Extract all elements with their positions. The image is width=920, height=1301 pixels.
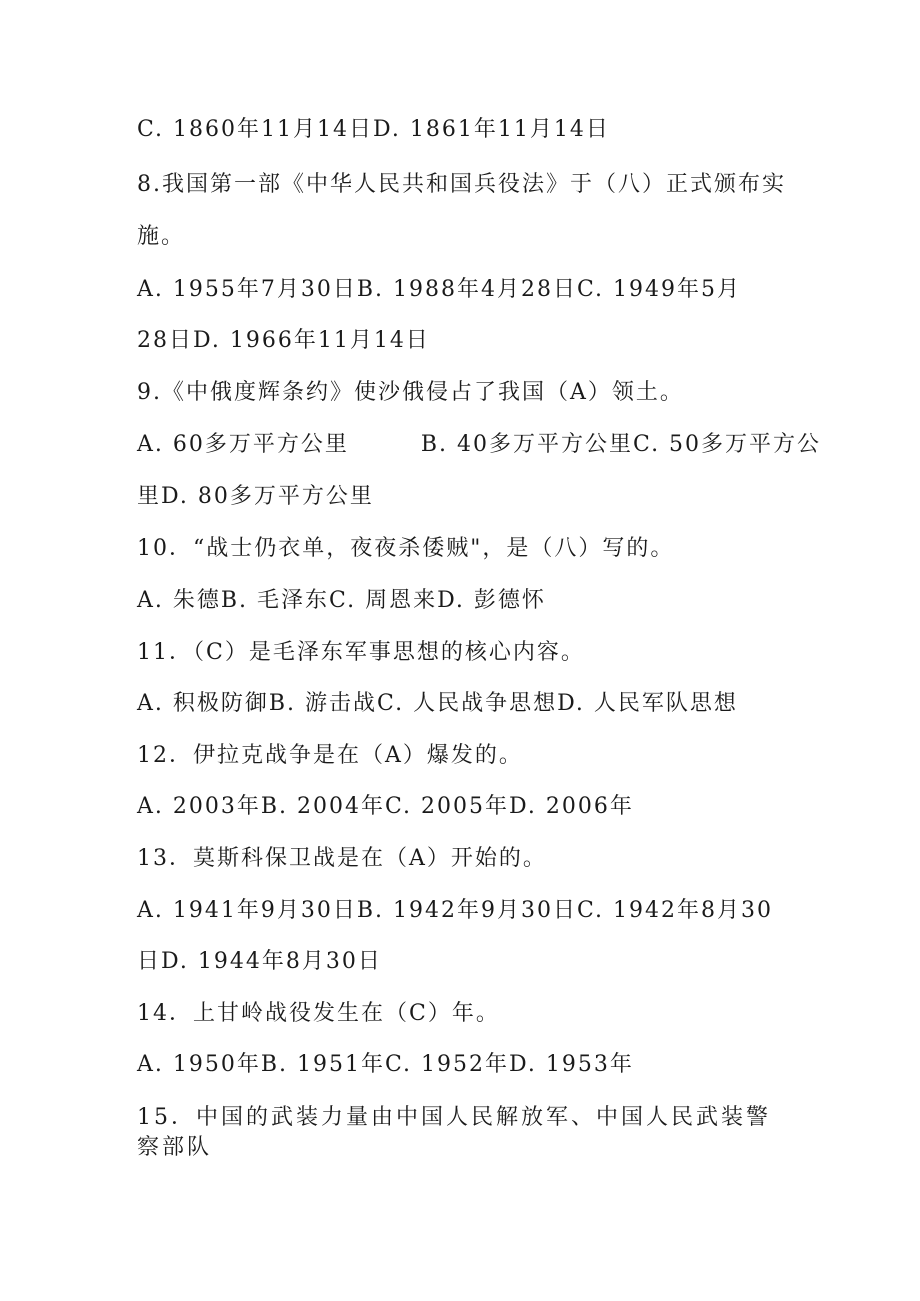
answer-options-q8: A. 1955年7月30日B. 1988年4月28日C. 1949年5月 bbox=[137, 277, 742, 302]
question-10: 10．“战士仍衣单，夜夜杀倭贼"，是（八）写的。 bbox=[137, 536, 675, 561]
answer-options-q13-continued: 日D. 1944年8月30日 bbox=[137, 949, 382, 974]
answer-options-q13: A. 1941年9月30日B. 1942年9月30日C. 1942年8月30 bbox=[137, 898, 774, 923]
answer-options-q14: A. 1950年B. 1951年C. 1952年D. 1953年 bbox=[137, 1052, 634, 1077]
question-14: 14．上甘岭战役发生在（C）年。 bbox=[137, 1001, 500, 1026]
answer-options-q12: A. 2003年B. 2004年C. 2005年D. 2006年 bbox=[137, 794, 634, 819]
question-8: 8.我国第一部《中华人民共和国兵役法》于（八）正式颁布实 bbox=[137, 172, 786, 197]
question-11: 11．（C）是毛泽东军事思想的核心内容。 bbox=[137, 640, 585, 665]
answer-options-q10: A. 朱德B. 毛泽东C. 周恩来D. 彭德怀 bbox=[137, 588, 546, 613]
question-12: 12．伊拉克战争是在（A）爆发的。 bbox=[137, 743, 523, 768]
answer-options-q11: A. 积极防御B. 游击战C. 人民战争思想D. 人民军队思想 bbox=[137, 691, 738, 716]
answer-options-q9: A. 60多万平方公里 B. 40多万平方公里C. 50多万平方公 bbox=[137, 432, 822, 457]
answer-options-q7: C. 1860年11月14日D. 1861年11月14日 bbox=[137, 117, 610, 142]
question-8-continued: 施。 bbox=[137, 224, 186, 249]
question-15: 15．中国的武装力量由中国人民解放军、中国人民武装警察部队 bbox=[137, 1105, 771, 1160]
question-9: 9.《中俄度辉条约》使沙俄侵占了我国（A）领土。 bbox=[137, 380, 684, 405]
answer-options-q9-continued: 里D. 80多万平方公里 bbox=[137, 484, 374, 509]
answer-options-q8-continued: 28日D. 1966年11月14日 bbox=[137, 328, 430, 353]
question-13: 13．莫斯科保卫战是在（A）开始的。 bbox=[137, 846, 547, 871]
